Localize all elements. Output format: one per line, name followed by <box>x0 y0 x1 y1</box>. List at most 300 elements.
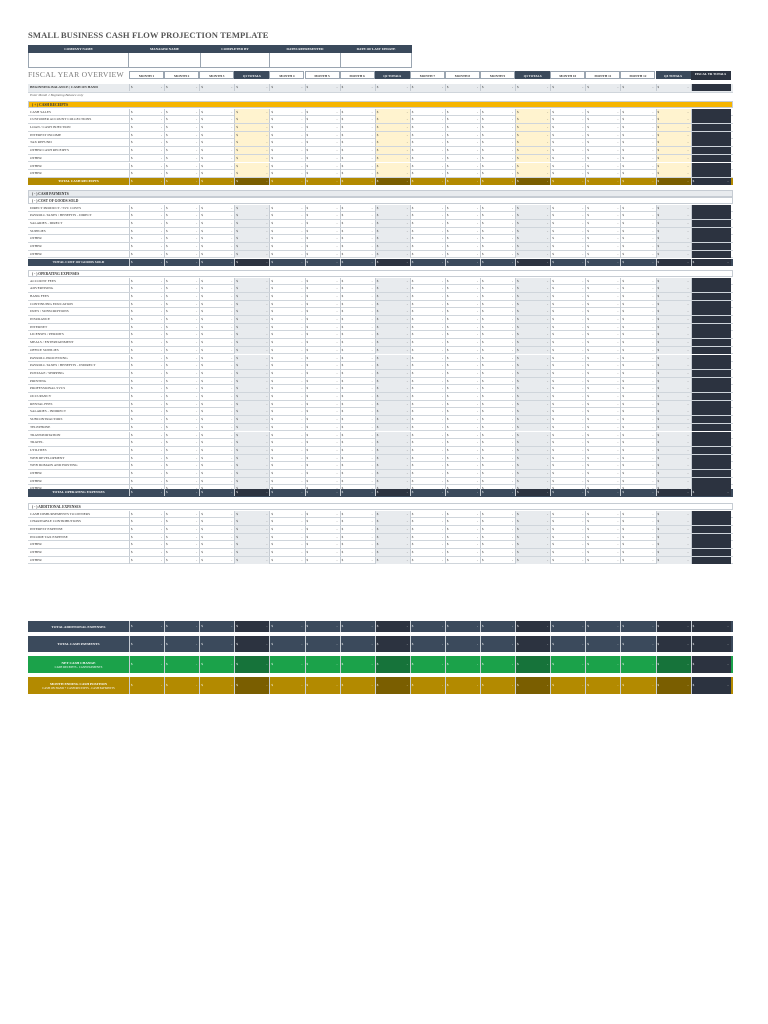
month-value-cell[interactable] <box>269 518 304 525</box>
month-value-cell[interactable] <box>585 293 620 300</box>
month-value-cell[interactable] <box>340 109 375 116</box>
month-value-cell[interactable] <box>164 378 199 385</box>
month-value-cell[interactable] <box>199 285 234 292</box>
month-value-cell[interactable] <box>480 439 515 446</box>
month-value-cell[interactable] <box>410 170 445 177</box>
month-value-cell[interactable] <box>620 301 655 308</box>
month-value-cell[interactable] <box>620 549 655 556</box>
month-value-cell[interactable] <box>585 511 620 518</box>
month-value-cell[interactable] <box>129 251 164 258</box>
month-value-cell[interactable] <box>199 251 234 258</box>
month-value-cell[interactable] <box>269 534 304 541</box>
month-value-cell[interactable] <box>269 526 304 533</box>
month-value-cell[interactable] <box>129 362 164 369</box>
month-value-cell[interactable] <box>480 370 515 377</box>
month-value-cell[interactable] <box>340 235 375 242</box>
month-value-cell[interactable] <box>269 511 304 518</box>
month-value-cell[interactable] <box>199 139 234 146</box>
month-value-cell[interactable] <box>410 432 445 439</box>
month-value-cell[interactable] <box>410 378 445 385</box>
month-value-cell[interactable] <box>550 511 585 518</box>
month-value-cell[interactable] <box>480 205 515 212</box>
month-value-cell[interactable] <box>620 378 655 385</box>
month-value-cell[interactable] <box>305 285 340 292</box>
month-value-cell[interactable] <box>585 278 620 285</box>
month-value-cell[interactable] <box>620 278 655 285</box>
month-value-cell[interactable] <box>305 339 340 346</box>
month-value-cell[interactable] <box>164 155 199 162</box>
month-value-cell[interactable] <box>620 139 655 146</box>
month-value-cell[interactable] <box>164 285 199 292</box>
month-value-cell[interactable] <box>410 424 445 431</box>
month-value-cell[interactable] <box>164 439 199 446</box>
month-value-cell[interactable] <box>305 170 340 177</box>
month-value-cell[interactable] <box>585 462 620 469</box>
month-value-cell[interactable] <box>480 116 515 123</box>
month-value-cell[interactable] <box>480 424 515 431</box>
month-value-cell[interactable] <box>585 362 620 369</box>
month-value-cell[interactable] <box>199 416 234 423</box>
month-value-cell[interactable] <box>164 393 199 400</box>
month-value-cell[interactable] <box>620 347 655 354</box>
month-value-cell[interactable] <box>410 155 445 162</box>
month-value-cell[interactable] <box>410 278 445 285</box>
month-value-cell[interactable] <box>585 355 620 362</box>
month-value-cell[interactable] <box>164 220 199 227</box>
month-value-cell[interactable] <box>129 308 164 315</box>
month-value-cell[interactable] <box>585 205 620 212</box>
month-value-cell[interactable] <box>199 447 234 454</box>
month-value-cell[interactable] <box>269 285 304 292</box>
month-value-cell[interactable] <box>199 462 234 469</box>
month-value-cell[interactable] <box>164 362 199 369</box>
month-value-cell[interactable] <box>480 212 515 219</box>
month-value-cell[interactable] <box>269 109 304 116</box>
month-value-cell[interactable] <box>585 84 620 91</box>
month-value-cell[interactable] <box>445 212 480 219</box>
month-value-cell[interactable] <box>305 370 340 377</box>
month-value-cell[interactable] <box>585 401 620 408</box>
month-value-cell[interactable] <box>480 278 515 285</box>
month-value-cell[interactable] <box>305 316 340 323</box>
month-value-cell[interactable] <box>340 228 375 235</box>
month-value-cell[interactable] <box>445 147 480 154</box>
month-value-cell[interactable] <box>269 432 304 439</box>
month-value-cell[interactable] <box>620 408 655 415</box>
month-value-cell[interactable] <box>585 316 620 323</box>
month-value-cell[interactable] <box>445 170 480 177</box>
month-value-cell[interactable] <box>269 424 304 431</box>
month-value-cell[interactable] <box>585 251 620 258</box>
month-value-cell[interactable] <box>129 132 164 139</box>
month-value-cell[interactable] <box>585 235 620 242</box>
month-value-cell[interactable] <box>164 243 199 250</box>
month-value-cell[interactable] <box>445 355 480 362</box>
month-value-cell[interactable] <box>620 116 655 123</box>
month-value-cell[interactable] <box>410 331 445 338</box>
month-value-cell[interactable] <box>445 347 480 354</box>
month-value-cell[interactable] <box>164 251 199 258</box>
month-value-cell[interactable] <box>550 228 585 235</box>
month-value-cell[interactable] <box>129 84 164 91</box>
month-value-cell[interactable] <box>340 478 375 485</box>
month-value-cell[interactable] <box>410 347 445 354</box>
month-value-cell[interactable] <box>620 132 655 139</box>
month-value-cell[interactable] <box>550 301 585 308</box>
month-value-cell[interactable] <box>164 316 199 323</box>
month-value-cell[interactable] <box>129 235 164 242</box>
month-value-cell[interactable] <box>480 347 515 354</box>
month-value-cell[interactable] <box>164 301 199 308</box>
month-value-cell[interactable] <box>269 205 304 212</box>
month-value-cell[interactable] <box>305 462 340 469</box>
month-value-cell[interactable] <box>410 308 445 315</box>
month-value-cell[interactable] <box>129 116 164 123</box>
month-value-cell[interactable] <box>199 331 234 338</box>
month-value-cell[interactable] <box>129 478 164 485</box>
month-value-cell[interactable] <box>585 347 620 354</box>
month-value-cell[interactable] <box>164 470 199 477</box>
month-value-cell[interactable] <box>305 155 340 162</box>
month-value-cell[interactable] <box>129 549 164 556</box>
month-value-cell[interactable] <box>410 401 445 408</box>
month-value-cell[interactable] <box>269 370 304 377</box>
month-value-cell[interactable] <box>480 462 515 469</box>
month-value-cell[interactable] <box>550 355 585 362</box>
month-value-cell[interactable] <box>199 243 234 250</box>
month-value-cell[interactable] <box>164 293 199 300</box>
month-value-cell[interactable] <box>269 401 304 408</box>
month-value-cell[interactable] <box>269 339 304 346</box>
month-value-cell[interactable] <box>620 557 655 564</box>
month-value-cell[interactable] <box>340 243 375 250</box>
month-value-cell[interactable] <box>410 339 445 346</box>
month-value-cell[interactable] <box>480 526 515 533</box>
month-value-cell[interactable] <box>620 170 655 177</box>
month-value-cell[interactable] <box>585 557 620 564</box>
month-value-cell[interactable] <box>269 470 304 477</box>
month-value-cell[interactable] <box>340 355 375 362</box>
month-value-cell[interactable] <box>550 385 585 392</box>
month-value-cell[interactable] <box>620 462 655 469</box>
month-value-cell[interactable] <box>550 132 585 139</box>
month-value-cell[interactable] <box>199 109 234 116</box>
month-value-cell[interactable] <box>305 235 340 242</box>
month-value-cell[interactable] <box>410 370 445 377</box>
month-value-cell[interactable] <box>480 228 515 235</box>
month-value-cell[interactable] <box>480 511 515 518</box>
month-value-cell[interactable] <box>445 308 480 315</box>
month-value-cell[interactable] <box>550 534 585 541</box>
month-value-cell[interactable] <box>410 324 445 331</box>
month-value-cell[interactable] <box>129 205 164 212</box>
month-value-cell[interactable] <box>585 534 620 541</box>
month-value-cell[interactable] <box>305 511 340 518</box>
month-value-cell[interactable] <box>269 301 304 308</box>
month-value-cell[interactable] <box>129 557 164 564</box>
month-value-cell[interactable] <box>340 549 375 556</box>
month-value-cell[interactable] <box>480 301 515 308</box>
month-value-cell[interactable] <box>199 541 234 548</box>
month-value-cell[interactable] <box>164 228 199 235</box>
month-value-cell[interactable] <box>550 526 585 533</box>
month-value-cell[interactable] <box>445 251 480 258</box>
month-value-cell[interactable] <box>269 235 304 242</box>
month-value-cell[interactable] <box>480 139 515 146</box>
month-value-cell[interactable] <box>620 393 655 400</box>
month-value-cell[interactable] <box>410 447 445 454</box>
month-value-cell[interactable] <box>480 243 515 250</box>
month-value-cell[interactable] <box>620 370 655 377</box>
month-value-cell[interactable] <box>340 251 375 258</box>
month-value-cell[interactable] <box>585 170 620 177</box>
month-value-cell[interactable] <box>550 278 585 285</box>
month-value-cell[interactable] <box>480 251 515 258</box>
month-value-cell[interactable] <box>129 212 164 219</box>
month-value-cell[interactable] <box>199 526 234 533</box>
month-value-cell[interactable] <box>129 109 164 116</box>
month-value-cell[interactable] <box>305 347 340 354</box>
month-value-cell[interactable] <box>269 132 304 139</box>
month-value-cell[interactable] <box>269 416 304 423</box>
month-value-cell[interactable] <box>305 541 340 548</box>
month-value-cell[interactable] <box>305 518 340 525</box>
month-value-cell[interactable] <box>164 478 199 485</box>
month-value-cell[interactable] <box>269 124 304 131</box>
month-value-cell[interactable] <box>585 116 620 123</box>
month-value-cell[interactable] <box>445 439 480 446</box>
month-value-cell[interactable] <box>305 362 340 369</box>
month-value-cell[interactable] <box>585 447 620 454</box>
month-value-cell[interactable] <box>199 385 234 392</box>
month-value-cell[interactable] <box>480 470 515 477</box>
month-value-cell[interactable] <box>585 147 620 154</box>
month-value-cell[interactable] <box>620 331 655 338</box>
month-value-cell[interactable] <box>305 124 340 131</box>
month-value-cell[interactable] <box>340 84 375 91</box>
month-value-cell[interactable] <box>199 347 234 354</box>
month-value-cell[interactable] <box>129 316 164 323</box>
month-value-cell[interactable] <box>410 212 445 219</box>
month-value-cell[interactable] <box>305 439 340 446</box>
month-value-cell[interactable] <box>164 205 199 212</box>
month-value-cell[interactable] <box>129 511 164 518</box>
month-value-cell[interactable] <box>585 518 620 525</box>
month-value-cell[interactable] <box>445 447 480 454</box>
month-value-cell[interactable] <box>269 84 304 91</box>
month-value-cell[interactable] <box>620 439 655 446</box>
month-value-cell[interactable] <box>445 316 480 323</box>
month-value-cell[interactable] <box>199 293 234 300</box>
month-value-cell[interactable] <box>199 316 234 323</box>
month-value-cell[interactable] <box>269 220 304 227</box>
month-value-cell[interactable] <box>410 251 445 258</box>
month-value-cell[interactable] <box>585 393 620 400</box>
month-value-cell[interactable] <box>410 220 445 227</box>
month-value-cell[interactable] <box>410 228 445 235</box>
month-value-cell[interactable] <box>445 155 480 162</box>
month-value-cell[interactable] <box>305 220 340 227</box>
month-value-cell[interactable] <box>585 439 620 446</box>
month-value-cell[interactable] <box>164 212 199 219</box>
month-value-cell[interactable] <box>305 132 340 139</box>
month-value-cell[interactable] <box>480 163 515 170</box>
month-value-cell[interactable] <box>410 455 445 462</box>
month-value-cell[interactable] <box>585 132 620 139</box>
month-value-cell[interactable] <box>445 526 480 533</box>
month-value-cell[interactable] <box>550 220 585 227</box>
month-value-cell[interactable] <box>199 408 234 415</box>
month-value-cell[interactable] <box>445 285 480 292</box>
month-value-cell[interactable] <box>480 378 515 385</box>
month-value-cell[interactable] <box>164 170 199 177</box>
month-value-cell[interactable] <box>445 324 480 331</box>
month-value-cell[interactable] <box>585 478 620 485</box>
month-value-cell[interactable] <box>269 212 304 219</box>
month-value-cell[interactable] <box>305 308 340 315</box>
month-value-cell[interactable] <box>164 347 199 354</box>
month-value-cell[interactable] <box>550 462 585 469</box>
month-value-cell[interactable] <box>550 439 585 446</box>
month-value-cell[interactable] <box>305 470 340 477</box>
month-value-cell[interactable] <box>550 447 585 454</box>
month-value-cell[interactable] <box>550 408 585 415</box>
month-value-cell[interactable] <box>164 147 199 154</box>
month-value-cell[interactable] <box>269 243 304 250</box>
month-value-cell[interactable] <box>269 251 304 258</box>
month-value-cell[interactable] <box>550 124 585 131</box>
month-value-cell[interactable] <box>585 526 620 533</box>
month-value-cell[interactable] <box>269 139 304 146</box>
month-value-cell[interactable] <box>410 470 445 477</box>
month-value-cell[interactable] <box>550 170 585 177</box>
month-value-cell[interactable] <box>199 308 234 315</box>
month-value-cell[interactable] <box>129 170 164 177</box>
month-value-cell[interactable] <box>269 155 304 162</box>
month-value-cell[interactable] <box>550 324 585 331</box>
month-value-cell[interactable] <box>445 301 480 308</box>
month-value-cell[interactable] <box>164 401 199 408</box>
month-value-cell[interactable] <box>199 557 234 564</box>
month-value-cell[interactable] <box>305 534 340 541</box>
month-value-cell[interactable] <box>410 526 445 533</box>
month-value-cell[interactable] <box>269 316 304 323</box>
month-value-cell[interactable] <box>550 541 585 548</box>
month-value-cell[interactable] <box>550 109 585 116</box>
month-value-cell[interactable] <box>480 293 515 300</box>
month-value-cell[interactable] <box>410 393 445 400</box>
month-value-cell[interactable] <box>199 455 234 462</box>
month-value-cell[interactable] <box>410 355 445 362</box>
month-value-cell[interactable] <box>620 220 655 227</box>
month-value-cell[interactable] <box>550 470 585 477</box>
month-value-cell[interactable] <box>129 424 164 431</box>
month-value-cell[interactable] <box>340 331 375 338</box>
month-value-cell[interactable] <box>620 511 655 518</box>
month-value-cell[interactable] <box>585 220 620 227</box>
month-value-cell[interactable] <box>410 147 445 154</box>
month-value-cell[interactable] <box>269 549 304 556</box>
month-value-cell[interactable] <box>164 424 199 431</box>
month-value-cell[interactable] <box>164 278 199 285</box>
month-value-cell[interactable] <box>410 132 445 139</box>
month-value-cell[interactable] <box>305 293 340 300</box>
month-value-cell[interactable] <box>164 455 199 462</box>
month-value-cell[interactable] <box>164 549 199 556</box>
month-value-cell[interactable] <box>550 84 585 91</box>
month-value-cell[interactable] <box>445 116 480 123</box>
month-value-cell[interactable] <box>269 408 304 415</box>
month-value-cell[interactable] <box>445 401 480 408</box>
month-value-cell[interactable] <box>199 212 234 219</box>
month-value-cell[interactable] <box>199 518 234 525</box>
month-value-cell[interactable] <box>340 163 375 170</box>
month-value-cell[interactable] <box>445 385 480 392</box>
month-value-cell[interactable] <box>340 362 375 369</box>
month-value-cell[interactable] <box>269 393 304 400</box>
month-value-cell[interactable] <box>620 534 655 541</box>
month-value-cell[interactable] <box>164 385 199 392</box>
month-value-cell[interactable] <box>305 455 340 462</box>
month-value-cell[interactable] <box>445 541 480 548</box>
month-value-cell[interactable] <box>305 557 340 564</box>
month-value-cell[interactable] <box>269 478 304 485</box>
month-value-cell[interactable] <box>340 155 375 162</box>
month-value-cell[interactable] <box>410 285 445 292</box>
month-value-cell[interactable] <box>164 116 199 123</box>
month-value-cell[interactable] <box>164 139 199 146</box>
month-value-cell[interactable] <box>164 370 199 377</box>
month-value-cell[interactable] <box>550 285 585 292</box>
month-value-cell[interactable] <box>199 155 234 162</box>
month-value-cell[interactable] <box>410 205 445 212</box>
month-value-cell[interactable] <box>550 347 585 354</box>
month-value-cell[interactable] <box>340 220 375 227</box>
month-value-cell[interactable] <box>620 478 655 485</box>
month-value-cell[interactable] <box>480 401 515 408</box>
month-value-cell[interactable] <box>340 447 375 454</box>
month-value-cell[interactable] <box>164 432 199 439</box>
month-value-cell[interactable] <box>480 316 515 323</box>
month-value-cell[interactable] <box>129 155 164 162</box>
month-value-cell[interactable] <box>129 518 164 525</box>
month-value-cell[interactable] <box>164 557 199 564</box>
month-value-cell[interactable] <box>129 470 164 477</box>
month-value-cell[interactable] <box>620 447 655 454</box>
month-value-cell[interactable] <box>410 243 445 250</box>
month-value-cell[interactable] <box>269 147 304 154</box>
month-value-cell[interactable] <box>164 518 199 525</box>
month-value-cell[interactable] <box>480 534 515 541</box>
month-value-cell[interactable] <box>269 385 304 392</box>
month-value-cell[interactable] <box>445 331 480 338</box>
month-value-cell[interactable] <box>340 455 375 462</box>
month-value-cell[interactable] <box>480 355 515 362</box>
month-value-cell[interactable] <box>269 557 304 564</box>
month-value-cell[interactable] <box>340 370 375 377</box>
month-value-cell[interactable] <box>164 408 199 415</box>
month-value-cell[interactable] <box>164 84 199 91</box>
month-value-cell[interactable] <box>305 526 340 533</box>
month-value-cell[interactable] <box>550 308 585 315</box>
month-value-cell[interactable] <box>129 526 164 533</box>
month-value-cell[interactable] <box>305 251 340 258</box>
month-value-cell[interactable] <box>199 439 234 446</box>
month-value-cell[interactable] <box>480 331 515 338</box>
month-value-cell[interactable] <box>445 362 480 369</box>
month-value-cell[interactable] <box>445 235 480 242</box>
month-value-cell[interactable] <box>410 511 445 518</box>
